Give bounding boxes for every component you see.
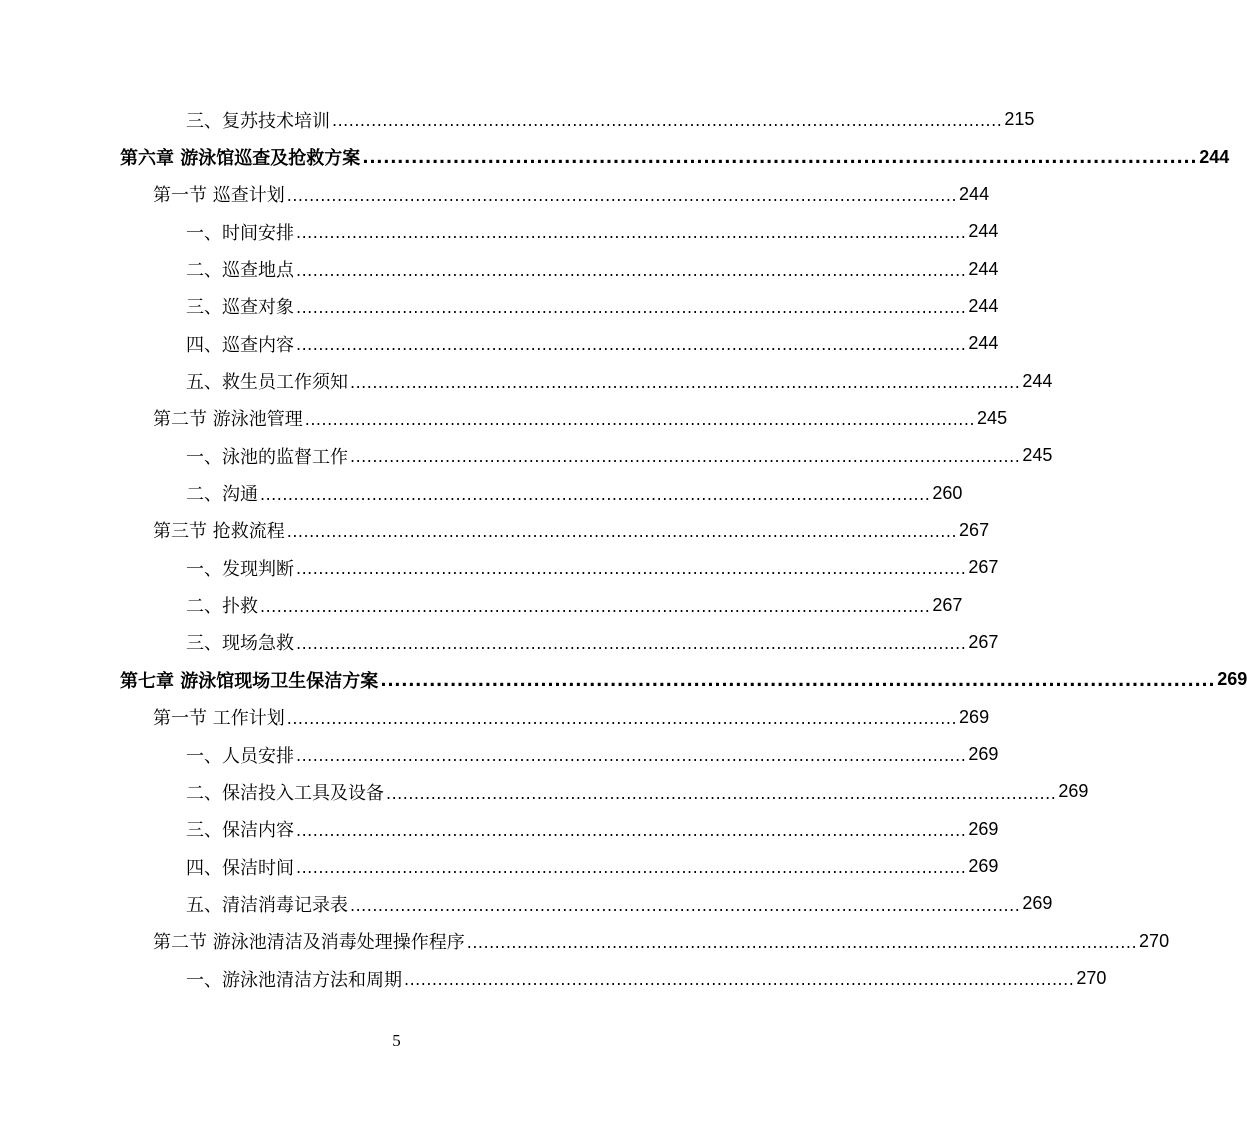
toc-dot-leader: ........................................................................................................................: [260, 596, 931, 616]
toc-entry[interactable]: [0, 773, 1089, 810]
toc-entry-page: 244: [968, 295, 999, 316]
toc-entry-page: 244: [968, 258, 999, 279]
toc-dot-leader: ........................................................................................................................: [386, 783, 1057, 803]
toc-entry-page: 244: [968, 221, 999, 242]
toc-dot-leader: ........................................................................................................................: [296, 559, 967, 579]
toc-dot-leader: ........................................................................................................................: [296, 858, 967, 878]
toc-entry[interactable]: [0, 437, 1053, 474]
toc-entry-title: 三、保洁内容: [186, 820, 294, 842]
toc-dot-leader: ........................................................................................................................: [296, 260, 967, 280]
toc-entry-page: 260: [932, 482, 963, 503]
toc-entry[interactable]: [0, 586, 963, 623]
toc-dot-leader: ........................................................................................................................: [296, 746, 967, 766]
toc-entry[interactable]: [0, 288, 999, 325]
toc-section-entry[interactable]: [0, 923, 1170, 960]
toc-section-entry[interactable]: [0, 512, 990, 549]
toc-entry-page: 270: [1139, 930, 1170, 951]
toc-entry-page: 244: [1199, 146, 1230, 167]
toc-dot-leader: ........................................................................................................................: [362, 147, 1198, 168]
toc-entry[interactable]: [0, 474, 963, 511]
table-of-contents: [0, 101, 1247, 997]
toc-entry-page: 269: [968, 856, 999, 877]
toc-entry-title: 一、泳池的监督工作: [186, 446, 348, 468]
toc-entry-title: 二、巡查地点: [186, 260, 294, 282]
toc-entry-page: 267: [968, 557, 999, 578]
toc-entry[interactable]: [0, 250, 999, 287]
toc-chapter-entry[interactable]: [0, 138, 1230, 175]
toc-entry-title: 三、现场急救: [186, 633, 294, 655]
toc-dot-leader: ........................................................................................................................: [296, 820, 967, 840]
toc-entry-page: 244: [1022, 370, 1053, 391]
toc-entry-page: 269: [1058, 781, 1089, 802]
toc-entry-title: 四、巡查内容: [186, 334, 294, 356]
toc-entry-page: 269: [968, 818, 999, 839]
toc-entry[interactable]: [0, 960, 1107, 997]
toc-dot-leader: ........................................................................................................................: [286, 186, 958, 206]
toc-dot-leader: ........................................................................................................................: [404, 970, 1075, 990]
toc-entry-title: 一、发现判断: [186, 558, 294, 580]
toc-entry-title: 五、清洁消毒记录表: [186, 894, 348, 916]
toc-entry-title: 五、救生员工作须知: [186, 372, 348, 394]
toc-entry-title: 一、人员安排: [186, 745, 294, 767]
toc-section-entry[interactable]: [0, 400, 1008, 437]
toc-entry-page: 270: [1076, 968, 1107, 989]
toc-entry-title: 四、保洁时间: [186, 857, 294, 879]
toc-entry-page: 244: [959, 183, 990, 204]
toc-section-entry[interactable]: [0, 176, 990, 213]
toc-entry-title: 第一节 工作计划: [153, 708, 285, 730]
toc-dot-leader: ........................................................................................................................: [296, 634, 967, 654]
toc-entry[interactable]: [0, 213, 999, 250]
toc-dot-leader: ........................................................................................................................: [350, 372, 1021, 392]
toc-entry-title: 二、扑救: [186, 596, 258, 618]
toc-entry-title: 二、沟通: [186, 484, 258, 506]
toc-entry[interactable]: [0, 101, 1035, 138]
toc-dot-leader: ........................................................................................................................: [296, 223, 967, 243]
toc-entry-page: 245: [1022, 445, 1053, 466]
toc-entry-title: 第二节 游泳池清洁及消毒处理操作程序: [153, 932, 465, 954]
toc-entry[interactable]: [0, 885, 1053, 922]
toc-section-entry[interactable]: [0, 699, 990, 736]
toc-dot-leader: ........................................................................................................................: [296, 335, 967, 355]
toc-entry-title: 第一节 巡查计划: [153, 185, 285, 207]
toc-dot-leader: ........................................................................................................................: [286, 522, 958, 542]
toc-entry-title: 第七章 游泳馆现场卫生保洁方案: [120, 670, 379, 692]
toc-entry-page: 269: [959, 706, 990, 727]
toc-dot-leader: ........................................................................................................................: [466, 932, 1138, 952]
toc-entry-page: 244: [968, 333, 999, 354]
toc-entry[interactable]: [0, 811, 999, 848]
toc-dot-leader: ........................................................................................................................: [296, 298, 967, 318]
toc-dot-leader: ........................................................................................................................: [286, 708, 958, 728]
toc-entry-title: 第六章 游泳馆巡查及抢救方案: [120, 148, 361, 170]
toc-entry-page: 269: [1022, 893, 1053, 914]
toc-dot-leader: ........................................................................................................................: [350, 447, 1021, 467]
page-number: 5: [392, 1031, 401, 1050]
toc-entry-title: 第二节 游泳池管理: [153, 409, 303, 431]
toc-dot-leader: ........................................................................................................................: [380, 670, 1216, 691]
toc-entry-page: 245: [977, 407, 1008, 428]
toc-entry-page: 267: [968, 631, 999, 652]
toc-entry-title: 二、保洁投入工具及设备: [186, 782, 384, 804]
toc-entry-title: 第三节 抢救流程: [153, 521, 285, 543]
toc-entry[interactable]: [0, 549, 999, 586]
toc-entry[interactable]: [0, 325, 999, 362]
toc-entry[interactable]: [0, 624, 999, 661]
toc-entry-title: 一、游泳池清洁方法和周期: [186, 969, 402, 991]
toc-entry-page: 269: [968, 744, 999, 765]
toc-entry-title: 三、复苏技术培训: [186, 110, 330, 132]
toc-entry-title: 一、时间安排: [186, 222, 294, 244]
toc-entry-page: 267: [959, 519, 990, 540]
toc-entry[interactable]: [0, 362, 1053, 399]
toc-dot-leader: ........................................................................................................................: [304, 410, 976, 430]
toc-dot-leader: ........................................................................................................................: [350, 895, 1021, 915]
toc-dot-leader: ........................................................................................................................: [332, 111, 1003, 131]
toc-entry-page: 267: [932, 594, 963, 615]
toc-chapter-entry[interactable]: [0, 661, 1247, 698]
toc-entry-title: 三、巡查对象: [186, 297, 294, 319]
toc-dot-leader: ........................................................................................................................: [260, 484, 931, 504]
toc-entry[interactable]: [0, 848, 999, 885]
toc-entry-page: 215: [1004, 109, 1035, 130]
toc-entry-page: 269: [1217, 669, 1247, 690]
toc-entry[interactable]: [0, 736, 999, 773]
